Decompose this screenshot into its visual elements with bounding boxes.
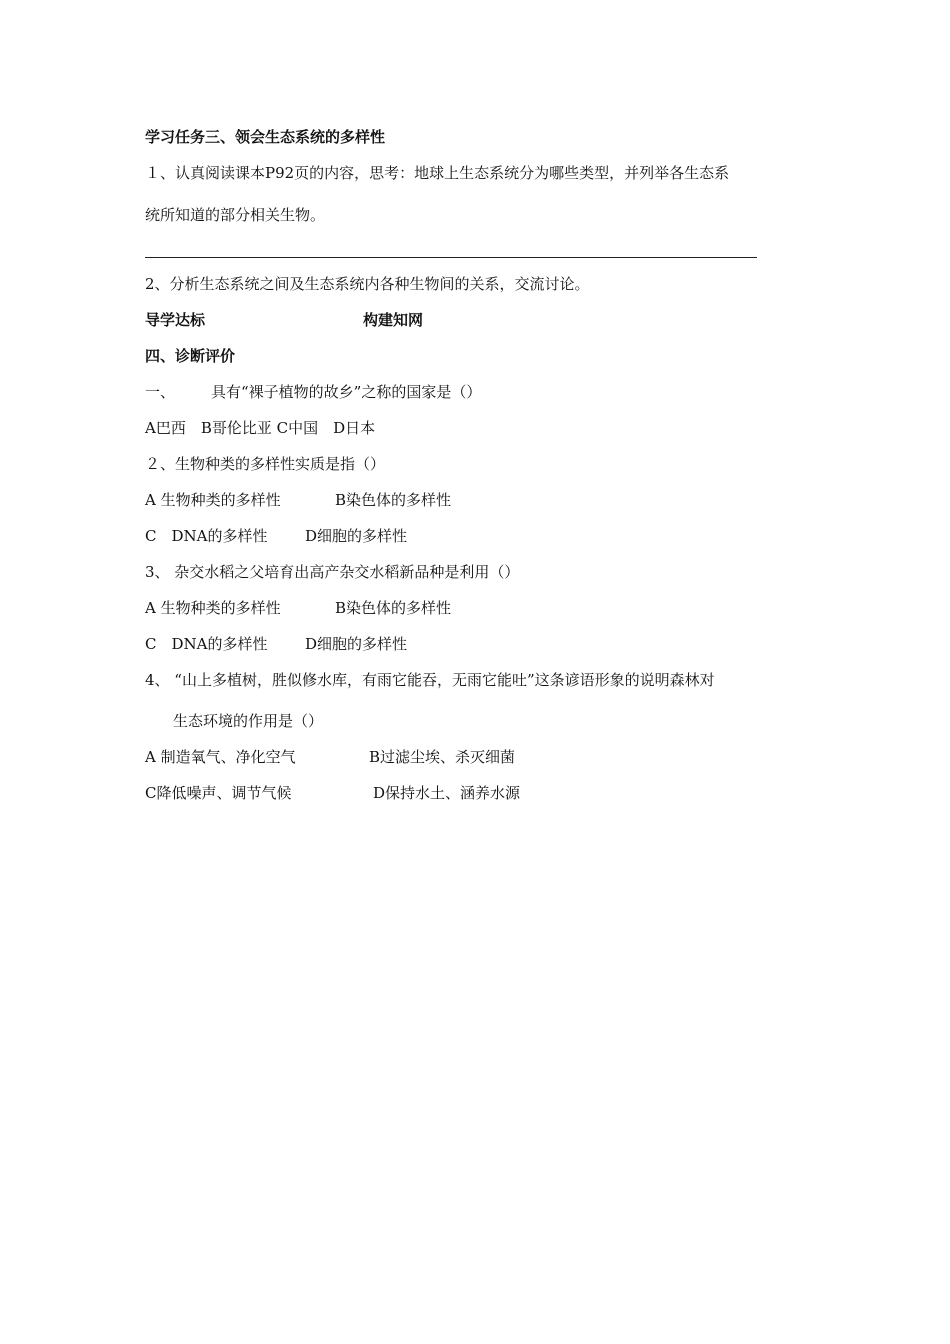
eval-question-2-option-c: C DNA的多样性 xyxy=(145,527,268,545)
task3-question-1-line-1: １、认真阅读课本P92页的内容，思考：地球上生态系统分为哪些类型，并列举各生态系 xyxy=(145,164,730,182)
eval-question-4-stem-line-1: 4、 “山上多植树，胜似修水库，有雨它能吞，无雨它能吐”这条谚语形象的说明森林对 xyxy=(145,671,715,689)
eval-question-4-option-a: A 制造氧气、净化空气 xyxy=(145,748,296,766)
task3-question-1-line-2: 统所知道的部分相关生物。 xyxy=(145,206,326,224)
eval-question-2-stem: ２、生物种类的多样性实质是指（） xyxy=(145,455,386,473)
eval-question-4-option-c: C降低噪声、调节气候 xyxy=(145,784,292,802)
answer-blank-line xyxy=(145,257,757,258)
eval-question-1-stem: 具有“裸子植物的故乡”之称的国家是（） xyxy=(211,383,482,401)
task3-question-2: 2、分析生态系统之间及生态系统内各种生物间的关系，交流讨论。 xyxy=(145,275,590,293)
eval-question-2-option-a: A 生物种类的多样性 xyxy=(145,491,281,509)
eval-question-4-option-d: D保持水土、涵养水源 xyxy=(373,784,521,802)
eval-question-1-options: A巴西 B哥伦比亚 C中国 D日本 xyxy=(145,419,376,437)
eval-question-3-option-d: D细胞的多样性 xyxy=(305,635,408,653)
eval-question-4-option-b: B过滤尘埃、杀灭细菌 xyxy=(369,748,516,766)
eval-question-3-option-a: A 生物种类的多样性 xyxy=(145,599,281,617)
evaluation-heading: 四、诊断评价 xyxy=(145,347,236,365)
section-header-right: 构建知网 xyxy=(363,311,424,329)
eval-question-2-option-b: B染色体的多样性 xyxy=(335,491,452,509)
eval-question-3-option-c: C DNA的多样性 xyxy=(145,635,268,653)
task3-heading: 学习任务三、领会生态系统的多样性 xyxy=(145,128,386,146)
eval-question-2-option-d: D细胞的多样性 xyxy=(305,527,408,545)
eval-question-3-option-b: B染色体的多样性 xyxy=(335,599,452,617)
eval-question-1-number: 一、 xyxy=(145,383,176,401)
section-header-left: 导学达标 xyxy=(145,311,206,329)
eval-question-3-stem: 3、 杂交水稻之父培育出高产杂交水稻新品种是利用（） xyxy=(145,563,520,581)
eval-question-4-stem-line-2: 生态环境的作用是（） xyxy=(173,712,324,730)
